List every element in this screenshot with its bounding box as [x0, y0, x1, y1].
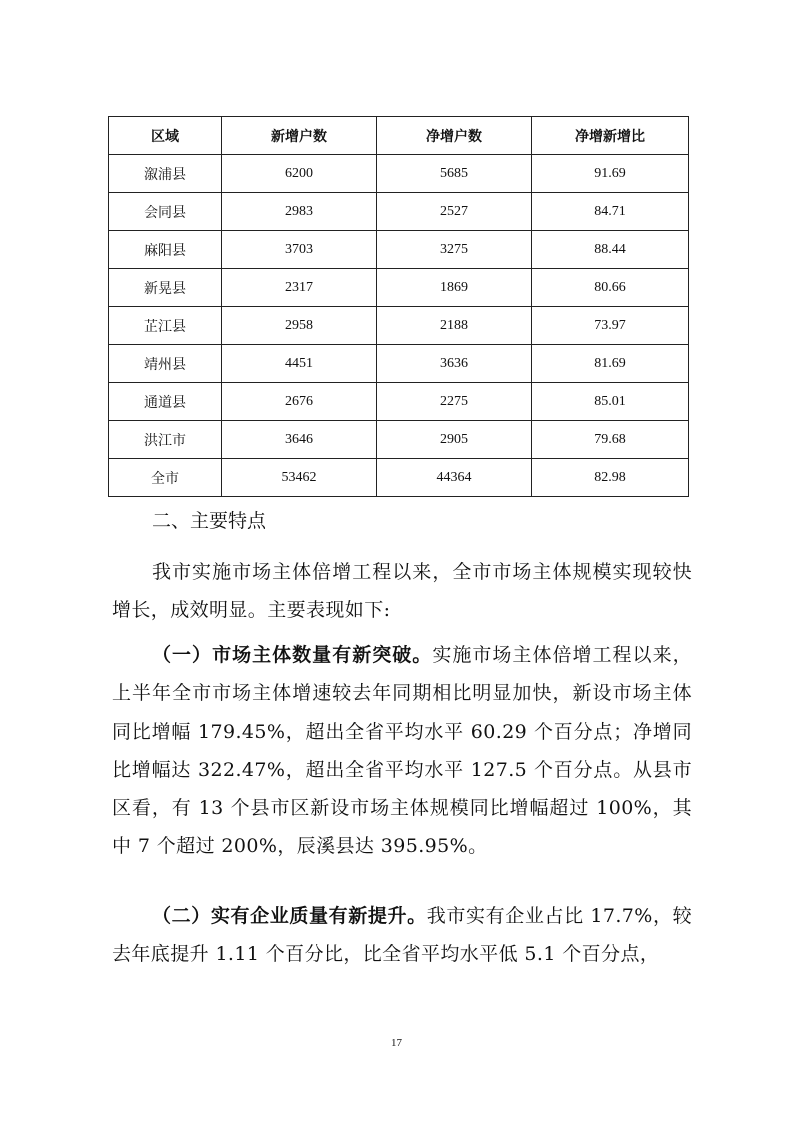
header-new-households: 新增户数 — [222, 117, 377, 155]
county-statistics-table — [108, 116, 689, 497]
cell-region: 麻阳县 — [109, 231, 222, 269]
cell-region: 靖州县 — [109, 345, 222, 383]
cell-net-households: 2905 — [377, 421, 532, 459]
cell-new-households: 6200 — [222, 155, 377, 193]
cell-new-households: 53462 — [222, 459, 377, 497]
table-row — [109, 421, 689, 459]
cell-new-households: 2983 — [222, 193, 377, 231]
paragraph-body-text: 我市实有企业占比 17.7%，较去年底提升 1.11 个百分比，比全省平均水平低 5.1 个百分点， — [112, 905, 692, 966]
cell-ratio: 79.68 — [532, 421, 689, 459]
cell-net-households: 44364 — [377, 459, 532, 497]
table-row — [109, 307, 689, 345]
section-heading: 二、主要特点 — [152, 510, 267, 532]
cell-region: 洪江市 — [109, 421, 222, 459]
cell-ratio: 88.44 — [532, 231, 689, 269]
cell-new-households: 3703 — [222, 231, 377, 269]
table-header-row — [109, 117, 689, 155]
cell-new-households: 2676 — [222, 383, 377, 421]
cell-ratio: 80.66 — [532, 269, 689, 307]
cell-net-households: 2188 — [377, 307, 532, 345]
cell-ratio: 81.69 — [532, 345, 689, 383]
cell-net-households: 1869 — [377, 269, 532, 307]
cell-region: 会同县 — [109, 193, 222, 231]
paragraph-lead-heading: （二）实有企业质量有新提升。 — [152, 905, 427, 927]
cell-new-households: 3646 — [222, 421, 377, 459]
cell-region: 全市 — [109, 459, 222, 497]
cell-ratio: 73.97 — [532, 307, 689, 345]
table-row — [109, 155, 689, 193]
paragraph-enterprise-quality — [112, 897, 692, 974]
cell-net-households: 3275 — [377, 231, 532, 269]
table-row-total — [109, 459, 689, 497]
header-net-new-ratio: 净增新增比 — [532, 117, 689, 155]
page-number: 17 — [391, 1037, 402, 1049]
cell-net-households: 5685 — [377, 155, 532, 193]
cell-region: 通道县 — [109, 383, 222, 421]
cell-new-households: 4451 — [222, 345, 377, 383]
table-row — [109, 383, 689, 421]
cell-net-households: 2527 — [377, 193, 532, 231]
cell-ratio: 84.71 — [532, 193, 689, 231]
cell-region: 芷江县 — [109, 307, 222, 345]
cell-region: 溆浦县 — [109, 155, 222, 193]
cell-ratio: 91.69 — [532, 155, 689, 193]
cell-region: 新晃县 — [109, 269, 222, 307]
paragraph-lead-heading: （一）市场主体数量有新突破。 — [152, 644, 433, 666]
cell-new-households: 2317 — [222, 269, 377, 307]
table-row — [109, 269, 689, 307]
table-row — [109, 231, 689, 269]
table-row — [109, 193, 689, 231]
cell-net-households: 3636 — [377, 345, 532, 383]
table-row — [109, 345, 689, 383]
header-region: 区域 — [109, 117, 222, 155]
cell-ratio: 85.01 — [532, 383, 689, 421]
cell-net-households: 2275 — [377, 383, 532, 421]
cell-new-households: 2958 — [222, 307, 377, 345]
header-net-households: 净增户数 — [377, 117, 532, 155]
paragraph-body-text: 实施市场主体倍增工程以来，上半年全市市场主体增速较去年同期相比明显加快，新设市场主体同比增幅 179.45%，超出全省平均水平 60.29 个百分点；净增同比增幅达 322.47%，超出全省平均水平 127.5 个百分点。从县市区看，有 13 个县市区新设市场主体规模同比增幅超过 100%，其中 7 个超过 200%，辰溪县达 395.95%。 — [112, 644, 693, 858]
intro-paragraph: 我市实施市场主体倍增工程以来，全市市场主体规模实现较快增长，成效明显。主要表现如下: — [112, 561, 692, 622]
paragraph-market-entities — [112, 636, 692, 866]
cell-ratio: 82.98 — [532, 459, 689, 497]
